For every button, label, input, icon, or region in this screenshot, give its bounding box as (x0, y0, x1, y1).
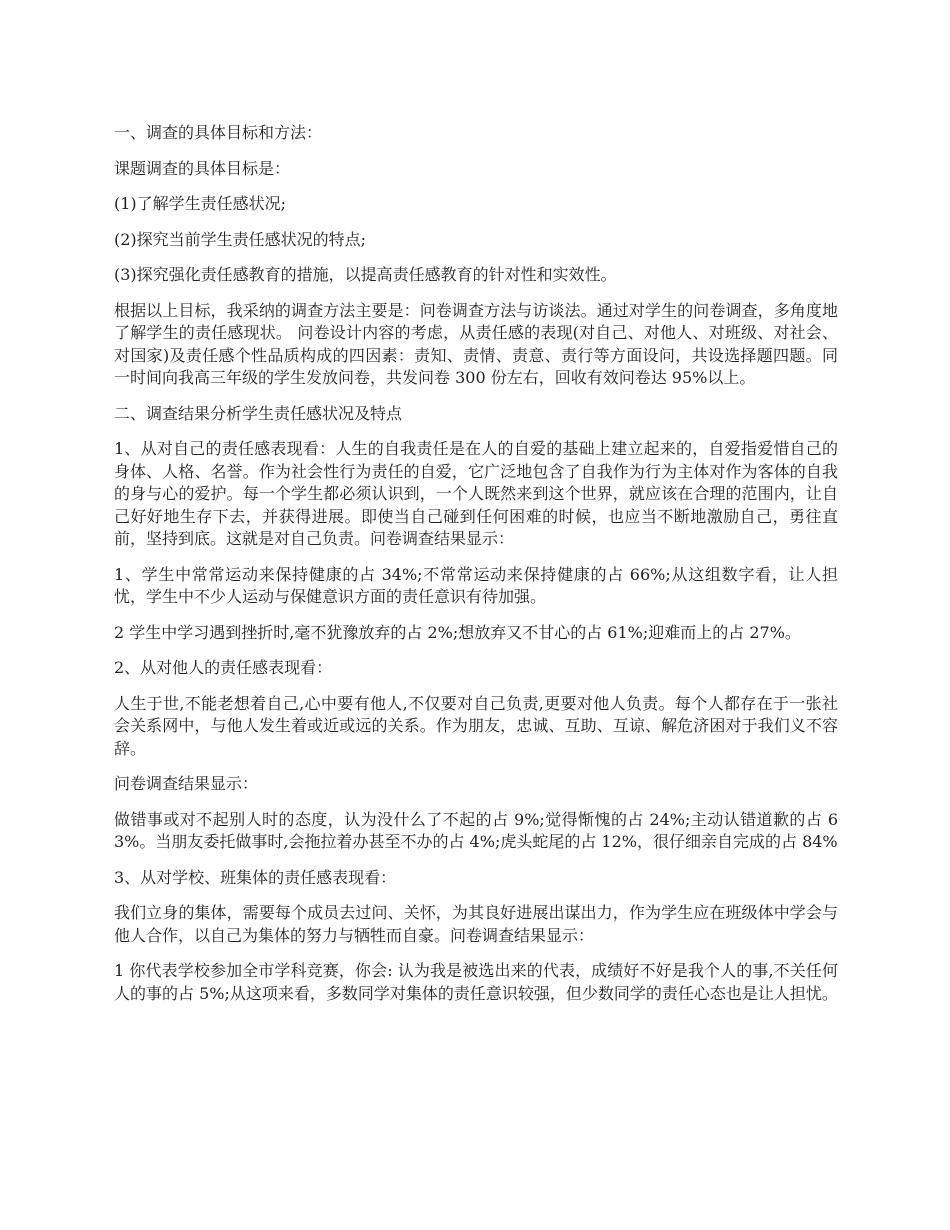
goal-item-1: (1)了解学生责任感状况; (114, 194, 287, 213)
paragraph-methods: 根据以上目标，我采纳的调查方法主要是：问卷调查方法与访谈法。通过对学生的问卷调查，多角度地了解学生的责任感现状。 问卷设计内容的考虑，从责任感的表现(对自己、对他人、对班级、对社会、对国家)及责任感个性品质构成的四因素：责知、责情、责意、责行等方面设问，共设选择题四题。同一时间向我高三年级的学生发放问卷，共发问卷 300 份左右，回收有效问卷达 95%以上。 (114, 300, 838, 387)
paragraph-school-result: 1 你代表学校参加全市学科竞赛，你会: 认为我是被选出来的代表，成绩好不好是我个人的事,不关任何人的事的占 5%;从这项来看，多数同学对集体的责任意识较强，但少数同学的责任心态也是让人担忧。 (114, 961, 838, 1003)
paragraph-self-result-1: 1、学生中常常运动来保持健康的占 34%;不常常运动来保持健康的占 66%;从这组数字看，让人担忧，学生中不少人运动与保健意识方面的责任意识有待加强。 (114, 564, 838, 606)
paragraph-survey-result-label: 问卷调查结果显示： (114, 774, 259, 793)
paragraph-goals-intro: 课题调查的具体目标是： (114, 158, 291, 178)
paragraph-self-responsibility: 1、从对自己的责任感表现看：人生的自我责任是在人的自爱的基础上建立起来的，自爱指爱惜自己的身体、人格、名誉。作为社会性行为责任的自爱，它广泛地包含了自我作为行为主体对作为客体的自我的身与心的爱护。每一个学生都必须认识到，一个人既然来到这个世界，就应该在合理的范围内，让自己好好地生存下去，并获得进展。即使当自己碰到任何困难的时候，也应当不断地激励自己，勇往直前，坚持到底。这就是对自己负责。问卷调查结果显示： (114, 439, 838, 548)
goal-item-2: (2)探究当前学生责任感状况的特点; (114, 229, 367, 249)
paragraph-self-result-2: 2 学生中学习遇到挫折时,毫不犹豫放弃的占 2%;想放弃又不甘心的占 61%;迎难而上的占 27%。 (114, 622, 801, 642)
paragraph-school-responsibility: 我们立身的集体，需要每个成员去过问、关怀，为其良好进展出谋出力，作为学生应在班级体中学会与他人合作，以自己为集体的努力与牺牲而自豪。问卷调查结果显示： (114, 903, 838, 945)
paragraph-others-responsibility: 人生于世,不能老想着自己,心中要有他人,不仅要对自己负责,更要对他人负责。每个人都存在于一张社会关系网中，与他人发生着或近或远的关系。作为朋友，忠诚、互助、互谅、解危济困对于我们义不容辞。 (114, 693, 838, 758)
subheading-others: 2、从对他人的责任感表现看： (114, 658, 333, 677)
section-heading-2: 二、调查结果分析学生责任感状况及特点 (114, 403, 403, 423)
subheading-school: 3、从对学校、班集体的责任感表现看： (114, 867, 397, 887)
paragraph-others-result: 做错事或对不起别人时的态度，认为没什么了不起的占 9%;觉得惭愧的占 24%;主动认错道歉的占 63%。当朋友委托做事时,会拖拉着办甚至不办的占 4%;虎头蛇尾的占 12%，很仔细亲自完成的占 84% (114, 809, 838, 851)
section-heading-1: 一、调查的具体目标和方法： (114, 123, 323, 142)
goal-item-3: (3)探究强化责任感教育的措施，以提高责任感教育的针对性和实效性。 (114, 265, 617, 284)
